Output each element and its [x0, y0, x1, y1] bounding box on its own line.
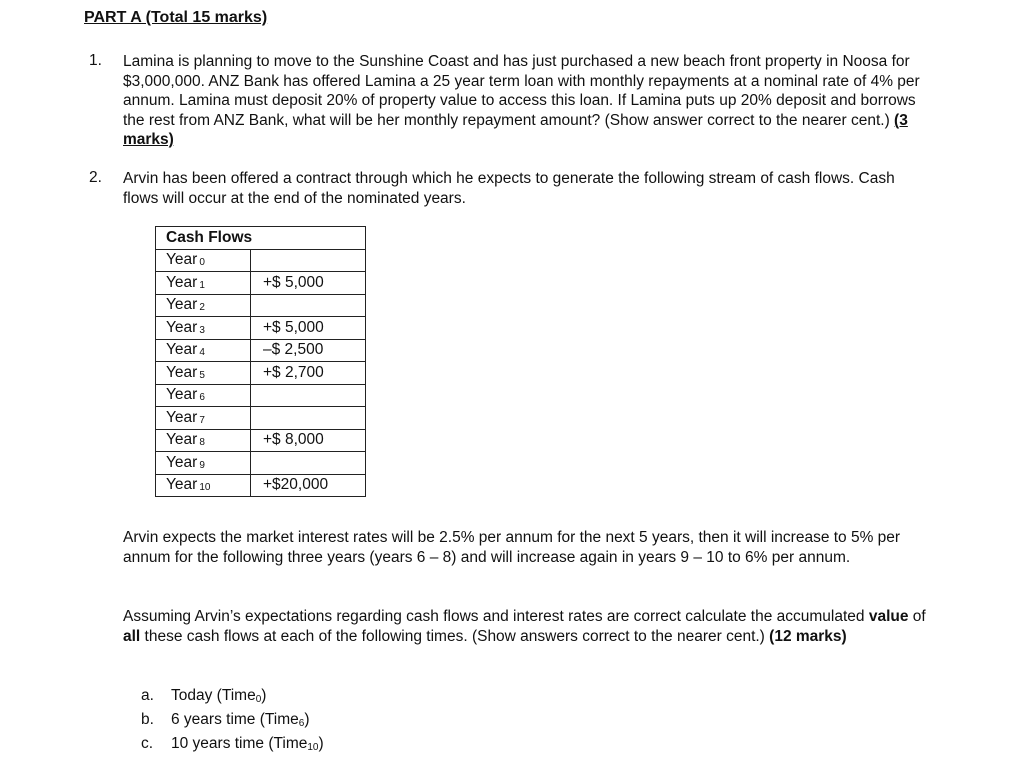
list-item — [141, 734, 324, 758]
cash-flow-value — [251, 384, 366, 407]
cash-flow-table — [155, 226, 366, 497]
marks-label: (3 marks) — [123, 111, 908, 148]
year-label: Year 2 — [156, 294, 251, 317]
table-row — [156, 474, 366, 497]
table-row — [156, 407, 366, 430]
table-row — [156, 272, 366, 295]
emphasis-value: value — [868, 608, 909, 625]
cash-flow-value — [251, 452, 366, 475]
cash-flow-value — [251, 407, 366, 430]
table-row — [156, 429, 366, 452]
question-text: Lamina is planning to move to the Sunshine Coast and has just purchased a new beach front property in Noosa for $3,000,000. ANZ Bank has offered Lamina a 25 year term loan with monthly repayments at a nominal rate of 4% per annum. Lamina must deposit 20% of property value to access this loan. If Lamina puts up 20% deposit and borrows the rest from ANZ Bank, what will be her monthly repayment amount? (Show answer correct to the nearer cent.) — [123, 53, 920, 129]
question-number: 2. — [89, 169, 102, 186]
table-row — [156, 249, 366, 272]
cash-flow-value: +$20,000 — [251, 474, 366, 497]
instruction-text: of — [912, 608, 926, 625]
question-number: 1. — [89, 52, 102, 69]
cash-flow-value: +$ 2,700 — [251, 362, 366, 385]
table-header: Cash Flows — [156, 227, 366, 250]
sub-question-list — [141, 686, 324, 758]
year-label: Year 10 — [156, 474, 251, 497]
cash-flow-value — [251, 249, 366, 272]
interest-rates-paragraph: Arvin expects the market interest rates will be 2.5% per annum for the next 5 years, then it will increase to 5% per annum for the following three years (years 6 – 8) and will increase again in years 9 – 10 to 6% per annum. — [123, 529, 901, 566]
table-row — [156, 362, 366, 385]
year-label: Year 6 — [156, 384, 251, 407]
year-label: Year 7 — [156, 407, 251, 430]
item-letter: b. — [141, 711, 154, 728]
year-label: Year 9 — [156, 452, 251, 475]
cash-flow-value: –$ 2,500 — [251, 339, 366, 362]
question-2 — [89, 169, 924, 208]
year-label: Year 8 — [156, 429, 251, 452]
question-1 — [89, 52, 924, 150]
year-label: Year 3 — [156, 317, 251, 340]
year-label: Year 1 — [156, 272, 251, 295]
item-letter: a. — [141, 687, 154, 704]
item-text: 10 years time (Time10) — [171, 735, 324, 753]
cash-flow-value: +$ 5,000 — [251, 272, 366, 295]
table-row — [156, 317, 366, 340]
cash-flow-value — [251, 294, 366, 317]
instruction-text: Assuming Arvin’s expectations regarding cash flows and interest rates are correct calculate the accumulated — [123, 608, 865, 625]
table-row — [156, 384, 366, 407]
cash-flow-value: +$ 8,000 — [251, 429, 366, 452]
item-text: 6 years time (Time6) — [171, 711, 310, 729]
instruction-paragraph — [123, 607, 943, 647]
table-row — [156, 339, 366, 362]
item-text: Today (Time0) — [171, 687, 267, 705]
marks-label: (12 marks) — [769, 628, 847, 645]
cash-flow-value: +$ 5,000 — [251, 317, 366, 340]
year-label: Year 0 — [156, 249, 251, 272]
year-label: Year 4 — [156, 339, 251, 362]
instruction-text: these cash flows at each of the following times. (Show answers correct to the nearer cent.) — [144, 628, 765, 645]
list-item — [141, 686, 324, 710]
list-item — [141, 710, 324, 734]
year-label: Year 5 — [156, 362, 251, 385]
question-intro: Arvin has been offered a contract through which he expects to generate the following stream of cash flows. Cash flows will occur at the end of the nominated years. — [123, 170, 895, 207]
table-row — [156, 452, 366, 475]
emphasis-all: all — [123, 628, 141, 645]
question-body — [123, 52, 924, 150]
page-title: PART A (Total 15 marks) — [84, 9, 268, 26]
item-letter: c. — [141, 735, 154, 752]
table-row — [156, 294, 366, 317]
